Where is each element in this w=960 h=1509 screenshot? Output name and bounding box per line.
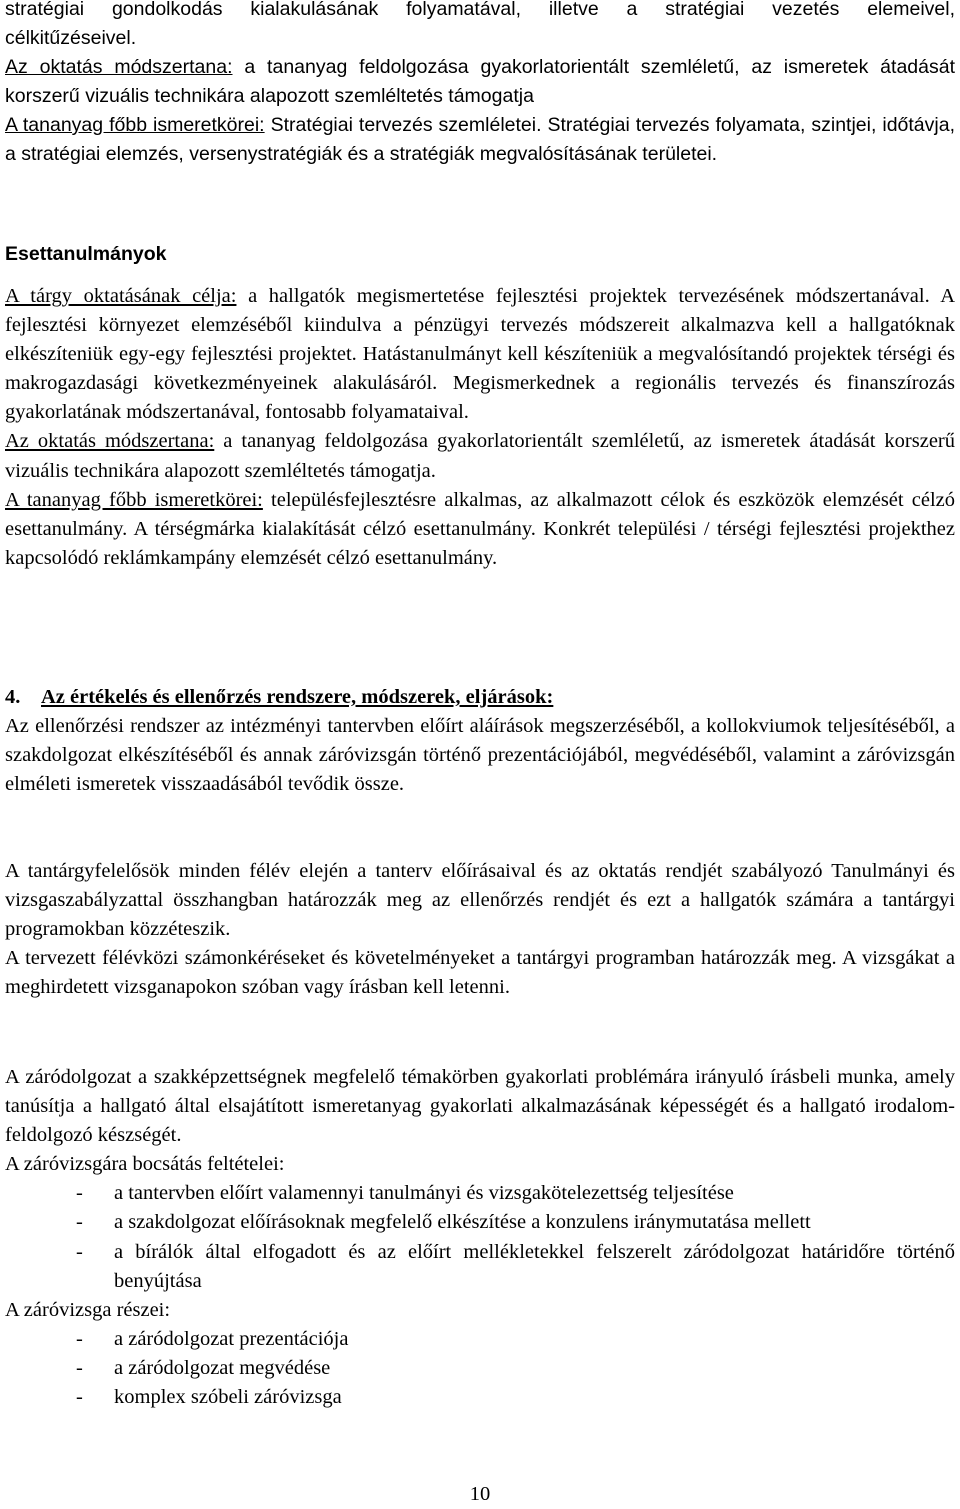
topics-paragraph-2 <box>5 486 955 573</box>
evaluation-paragraph-2: A tantárgyfelelősök minden félév elején a tanterv előírásaival és az oktatás rendjét szabályozó Tanulmányi és vizsgaszabályzattal összhangban határozzák meg az ellenőrzés rendjét és ezt a hallgatók számára a tantárgyi programokban közzéteszik. <box>5 860 955 941</box>
parts-list <box>5 1325 955 1412</box>
thesis-block <box>5 1063 955 1412</box>
case-study-heading: Esettanulmányok <box>5 243 167 265</box>
goal-paragraph <box>5 282 955 427</box>
conditions-list-item <box>5 1208 955 1237</box>
intro-line-1: stratégiai gondolkodás kialakulásának folyamatával, illetve a stratégiai vezetés elemeivel, <box>5 0 955 20</box>
part-text: a záródolgozat prezentációja <box>114 1327 349 1350</box>
intro-line-2: célkitűzéseivel. <box>5 27 137 49</box>
section-title: Az értékelés és ellenőrzés rendszere, módszerek, eljárások: <box>41 686 554 708</box>
part-text: a záródolgozat megvédése <box>114 1356 331 1379</box>
topics-text-1: Stratégiai tervezés szemléletei. Stratégiai tervezés folyamata, szintjei, időtávja, a stratégiai elemzés, versenystratégiák és a stratégiák megvalósításának területei. <box>5 114 955 165</box>
list-dash: - <box>76 1240 83 1263</box>
evaluation-paragraph-3: A tervezett félévközi számonkéréseket és követelményeket a tantárgyi programban határozzák meg. A vizsgákat a meghirdetett vizsganapokon szóban vagy írásban kell letenni. <box>5 947 955 999</box>
parts-list-item <box>5 1354 955 1383</box>
part-text: komplex szóbeli záróvizsga <box>114 1386 342 1409</box>
method-paragraph-1 <box>5 53 955 111</box>
conditions-heading: A záróvizsgára bocsátás feltételei: <box>5 1153 285 1176</box>
goal-text: a hallgatók megismertetése fejlesztési projektek tervezésének módszertanával. A fejlesztési környezet elemzéséből kiindulva a pénzügyi tervezés módszereit alkalmazva kell a hallgatóknak elkészíteniük egy-egy fejlesztési projektet. Hatástanulmányt kell készíteniük a megvalósítandó projektek térségi és makrogazdasági következményeinek alakulásáról. Megismerkednek a regionális tervezés és finanszírozás gyakorlatának módszertanával, fontosabb folyamataival. <box>5 285 955 424</box>
conditions-list-item <box>5 1179 955 1208</box>
condition-text: a bírálók által elfogadott és az előírt mellékletekkel felszerelt záródolgozat határidőre történő benyújtása <box>114 1240 955 1292</box>
parts-heading: A záróvizsga részei: <box>5 1298 171 1321</box>
section-number: 4. <box>5 686 21 708</box>
page-number: 10 <box>469 1483 491 1505</box>
condition-text: a tantervben előírt valamennyi tanulmányi és vizsgakötelezettség teljesítése <box>114 1182 734 1205</box>
conditions-list-item <box>5 1238 955 1296</box>
list-dash: - <box>76 1211 83 1234</box>
topics-text-2: településfejlesztésre alkalmas, az alkalmazott célok és eszközök elemzését célzó esettanulmány. A térségmárka kialakítását célzó esettanulmány. Konkrét települési / térségi fejlesztési projekthez kapcsolódó reklámkampány elemzését célzó esettanulmány. <box>5 488 955 569</box>
method-label-1: Az oktatás módszertana: <box>5 56 233 78</box>
section-4-heading <box>5 683 955 712</box>
topics-paragraph-1 <box>5 111 955 169</box>
list-dash: - <box>76 1327 83 1350</box>
method-text-1: a tananyag feldolgozása gyakorlatorientált szemléletű, az ismeretek átadását korszerű vizuális technikára alapozott szemléltetés támogatja <box>5 56 955 107</box>
evaluation-block-2 <box>5 857 955 1002</box>
list-dash: - <box>76 1386 83 1409</box>
thesis-paragraph: A záródolgozat a szakképzettségnek megfelelő témakörben gyakorlati problémára irányuló írásbeli munka, amely tanúsítja a hallgató által elsajátított ismeretanyag gyakorlati alkalmazásának képességét és a hallgató irodalom-feldolgozó készségét. <box>5 1066 955 1147</box>
method-label-2: Az oktatás módszertana: <box>5 430 215 453</box>
parts-list-item <box>5 1383 955 1412</box>
list-dash: - <box>76 1182 83 1205</box>
evaluation-paragraph-1: Az ellenőrzési rendszer az intézményi tantervben előírt aláírások megszerzéséből, a kollokviumok teljesítéséből, a szakdolgozat elkészítéséből és annak záróvizsgán történő prezentációjából, megvédéséből, valamint a záróvizsgán elméleti ismeretek visszaadásából tevődik össze. <box>5 715 955 796</box>
list-dash: - <box>76 1356 83 1379</box>
topics-label-2: A tananyag főbb ismeretkörei: <box>5 488 263 511</box>
topics-label-1: A tananyag főbb ismeretkörei: <box>5 114 265 136</box>
case-study-block <box>5 282 955 573</box>
method-paragraph-2 <box>5 427 955 485</box>
conditions-list <box>5 1179 955 1295</box>
intro-block <box>5 0 955 169</box>
goal-label: A tárgy oktatásának célja: <box>5 285 237 307</box>
condition-text: a szakdolgozat előírásoknak megfelelő elkészítése a konzulens iránymutatása mellett <box>114 1211 811 1234</box>
method-text-2: a tananyag feldolgozása gyakorlatorientált szemléletű, az ismeretek átadását korszerű vizuális technikára alapozott szemléltetés támogatja. <box>5 430 955 482</box>
parts-list-item <box>5 1325 955 1354</box>
